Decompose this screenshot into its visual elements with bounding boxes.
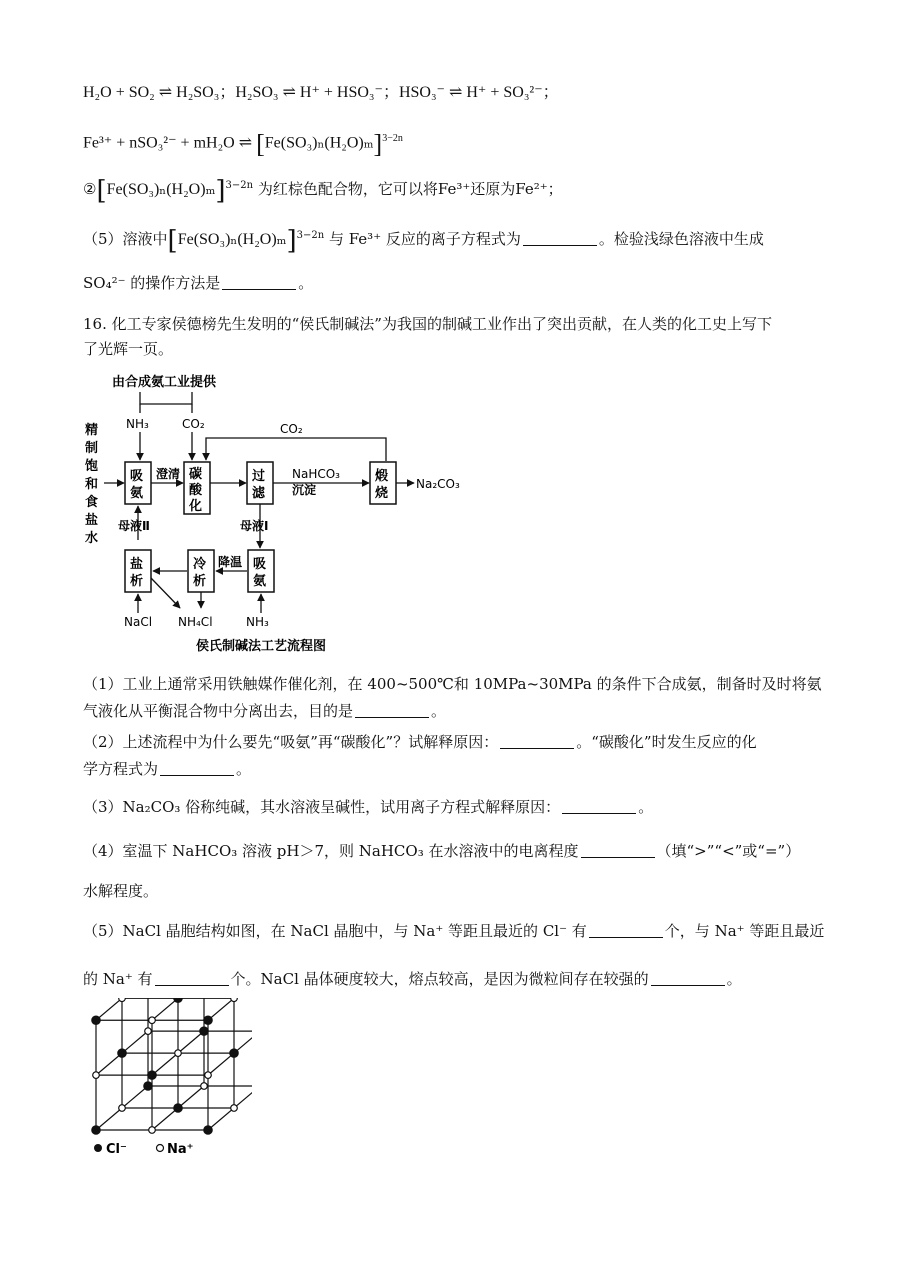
answer-blank[interactable]: [523, 231, 597, 246]
q2-end: 。: [236, 760, 252, 778]
q5-line2-c: 。: [726, 970, 742, 988]
fc-label-nacl: NaCl: [124, 615, 153, 629]
svg-text:析: 析: [130, 574, 144, 589]
q1-end: 。: [431, 702, 447, 720]
svg-text:制: 制: [85, 441, 99, 456]
answer-blank[interactable]: [589, 923, 663, 938]
q1-text: 气液化从平衡混合物中分离出去，目的是: [83, 702, 354, 720]
svg-text:精: 精: [85, 423, 99, 438]
cl-ion: [200, 1027, 208, 1035]
answer-blank[interactable]: [651, 971, 725, 986]
q16-stem-line1: 16. 化工专家侯德榜先生发明的“侯氏制碱法”为我国的制碱工业作出了突出贡献，在人类的化工史上写下: [83, 315, 772, 333]
hou-process-flowchart: [80, 368, 480, 658]
equilibrium-equation-fe-complex: Fe³⁺ + nSO₃²⁻ + mH₂O ⇌ $[Fe(SO_3)_n(H_2O)_m]^{3-2n}$: [83, 129, 403, 159]
q16-part2-line1: [83, 731, 757, 753]
svg-text:吸: 吸: [130, 469, 144, 484]
svg-text:盐: 盐: [85, 513, 99, 528]
fc-co2-top: CO₂: [182, 417, 205, 431]
svg-text:碳: 碳: [189, 467, 203, 482]
cl-ion: [174, 998, 182, 1002]
note2-charge: 3−2n: [225, 180, 254, 191]
svg-text:煅: 煅: [375, 469, 389, 484]
fc-nh3-top: NH₃: [126, 417, 149, 431]
note2-marker: ②: [83, 180, 97, 198]
q16-stem-line2: 了光辉一页。: [83, 340, 174, 358]
answer-blank[interactable]: [160, 761, 234, 776]
answer-blank[interactable]: [155, 971, 229, 986]
q5-line2-prefix: SO₄²⁻ 的操作方法是: [83, 274, 221, 292]
q5-line2-a: 的 Na⁺ 有: [83, 970, 153, 988]
svg-text:烧: 烧: [375, 486, 389, 501]
equilibrium-equations-so2: H₂O + SO₂ ⇌ H₂SO₃；H₂SO₃ ⇌ H⁺ + HSO₃⁻；HSO₃⁻ ⇌ H⁺ + SO₃²⁻；: [83, 84, 559, 101]
svg-text:食: 食: [85, 495, 99, 510]
cl-ion: [204, 1016, 212, 1024]
nacl-crystal-diagram: [82, 998, 252, 1168]
answer-blank[interactable]: [222, 275, 296, 290]
na-ion: [149, 1017, 156, 1024]
fc-co2-recycle: CO₂: [280, 422, 303, 436]
svg-text:盐: 盐: [130, 557, 144, 572]
answer-blank[interactable]: [355, 703, 429, 718]
fc-label-mother1: 母液Ⅰ: [240, 519, 269, 533]
fc-label-precip: 沉淀: [292, 483, 317, 497]
note2-complex: Fe(SO₃)ₙ(H₂O)ₘ: [106, 181, 216, 198]
fc-label-mother2: 母液Ⅱ: [118, 519, 150, 533]
cl-ion: [230, 1049, 238, 1057]
eq2-left: Fe³⁺ + nSO₃²⁻ + mH₂O ⇌: [83, 134, 253, 152]
legend-na-dot: [157, 1145, 164, 1152]
q3-text: （3）Na₂CO₃ 俗称纯碱，其水溶液呈碱性，试用离子方程式解释原因：: [83, 798, 561, 816]
eq2-complex: Fe(SO₃)ₙ(H₂O)ₘ: [264, 134, 374, 152]
q5-middle: 与 Fe³⁺ 反应的离子方程式为: [328, 230, 521, 248]
svg-text:化: 化: [189, 499, 203, 514]
svg-text:冷: 冷: [193, 557, 207, 572]
note2-text: 为红棕色配合物，它可以将Fe³⁺还原为Fe²⁺；: [257, 180, 563, 198]
fc-label-nh4cl: NH₄Cl: [178, 615, 213, 629]
legend-cl-dot: [94, 1144, 102, 1152]
svg-text:析: 析: [193, 574, 207, 589]
q16-part4-line1: [83, 840, 800, 862]
cl-ion: [118, 1049, 126, 1057]
q4-text-a: （4）室温下 NaHCO₃ 溶液 pH＞7，则 NaHCO₃ 在水溶液中的电离程度: [83, 842, 579, 860]
na-ion: [93, 1072, 100, 1079]
q5b-text: 个，与 Na⁺ 等距且最近: [664, 922, 825, 940]
q15-part5-line1: （5）溶液中$[Fe(SO_3)_n(H_2O)_m]^{3-2n}$ 与 Fe³⁺ 反应的离子方程式为 。检验浅绿色溶液中生成: [83, 226, 764, 256]
svg-text:酸: 酸: [189, 483, 203, 498]
answer-blank[interactable]: [581, 843, 655, 858]
q5-complex: Fe(SO₃)ₙ(H₂O)ₘ: [177, 231, 287, 248]
svg-text:氨: 氨: [130, 486, 144, 501]
answer-blank[interactable]: [562, 799, 636, 814]
q2-text-a: （2）上述流程中为什么要先“吸氨”再“碳酸化”？试解释原因：: [83, 733, 499, 751]
na-ion: [201, 1083, 208, 1090]
q5-prefix: （5）溶液中: [83, 230, 168, 248]
q5a-text: （5）NaCl 晶胞结构如图，在 NaCl 晶胞中，与 Na⁺ 等距且最近的 Cl⁻ 有: [83, 922, 587, 940]
q5-suffix: 。检验浅绿色溶液中生成: [598, 230, 764, 248]
fc-source-label: 由合成氨工业提供: [112, 375, 217, 390]
na-ion: [119, 1105, 126, 1112]
fc-left-label: [84, 422, 98, 546]
fc-label-nh3-bottom: NH₃: [246, 615, 269, 629]
q2-line2-text: 学方程式为: [83, 760, 159, 778]
na-ion: [231, 998, 238, 1002]
cl-ion: [92, 1016, 100, 1024]
na-ion: [145, 1028, 152, 1035]
cl-ion: [174, 1104, 182, 1112]
q16-part1-line1: （1）工业上通常采用铁触媒作催化剂，在 400~500℃和 10MPa~30MPa 的条件下合成氨，制备时及时将氨: [83, 675, 822, 693]
q16-part4-line2: 水解程度。: [83, 882, 159, 900]
na-ion: [231, 1105, 238, 1112]
legend-na-label: Na⁺: [167, 1142, 194, 1157]
svg-text:水: 水: [85, 531, 99, 546]
svg-text:过: 过: [252, 469, 266, 484]
q5-charge: 3−2n: [296, 230, 325, 241]
q16-part1-line2: [83, 700, 446, 722]
fc-label-na2co3: Na₂CO₃: [416, 477, 460, 491]
q16-part3: [83, 796, 653, 818]
fc-label-nahco3: NaHCO₃: [292, 467, 340, 481]
q16-part5-line1: [83, 920, 824, 942]
cl-ion: [92, 1126, 100, 1134]
fc-caption: 侯氏制碱法工艺流程图: [196, 639, 327, 654]
na-ion: [149, 1127, 156, 1134]
cl-ion: [144, 1082, 152, 1090]
na-ion: [205, 1072, 212, 1079]
eq2-charge: 3−2n: [382, 133, 403, 144]
answer-blank[interactable]: [500, 734, 574, 749]
fc-label-cooling: 降温: [218, 555, 243, 569]
q5-line2-suffix: 。: [298, 274, 314, 292]
fc-label-clarify: 澄清: [156, 467, 181, 481]
q16-part5-line2: [83, 968, 742, 990]
svg-text:和: 和: [85, 477, 99, 492]
q4-text-b: （填“>”“<”或“=”）: [656, 842, 801, 860]
svg-text:滤: 滤: [252, 486, 266, 501]
q5-line2-b: 个。NaCl 晶体硬度较大，熔点较高，是因为微粒间存在较强的: [230, 970, 649, 988]
q15-part5-line2: [83, 272, 313, 294]
note-complex-property: $②[Fe(SO_3)_n(H_2O)_m]^{3-2n}$ 为红棕色配合物，它可以将Fe³⁺还原为Fe²⁺；: [83, 176, 563, 206]
q16-part2-line2: [83, 758, 251, 780]
q2-text-b: 。“碳酸化”时发生反应的化: [576, 733, 757, 751]
na-ion: [119, 998, 126, 1002]
svg-text:吸: 吸: [253, 557, 267, 572]
svg-text:氨: 氨: [253, 574, 267, 589]
cl-ion: [148, 1071, 156, 1079]
cl-ion: [204, 1126, 212, 1134]
q3-end: 。: [638, 798, 654, 816]
svg-text:饱: 饱: [85, 459, 99, 474]
legend-cl-label: Cl⁻: [106, 1142, 127, 1157]
na-ion: [175, 1050, 182, 1057]
